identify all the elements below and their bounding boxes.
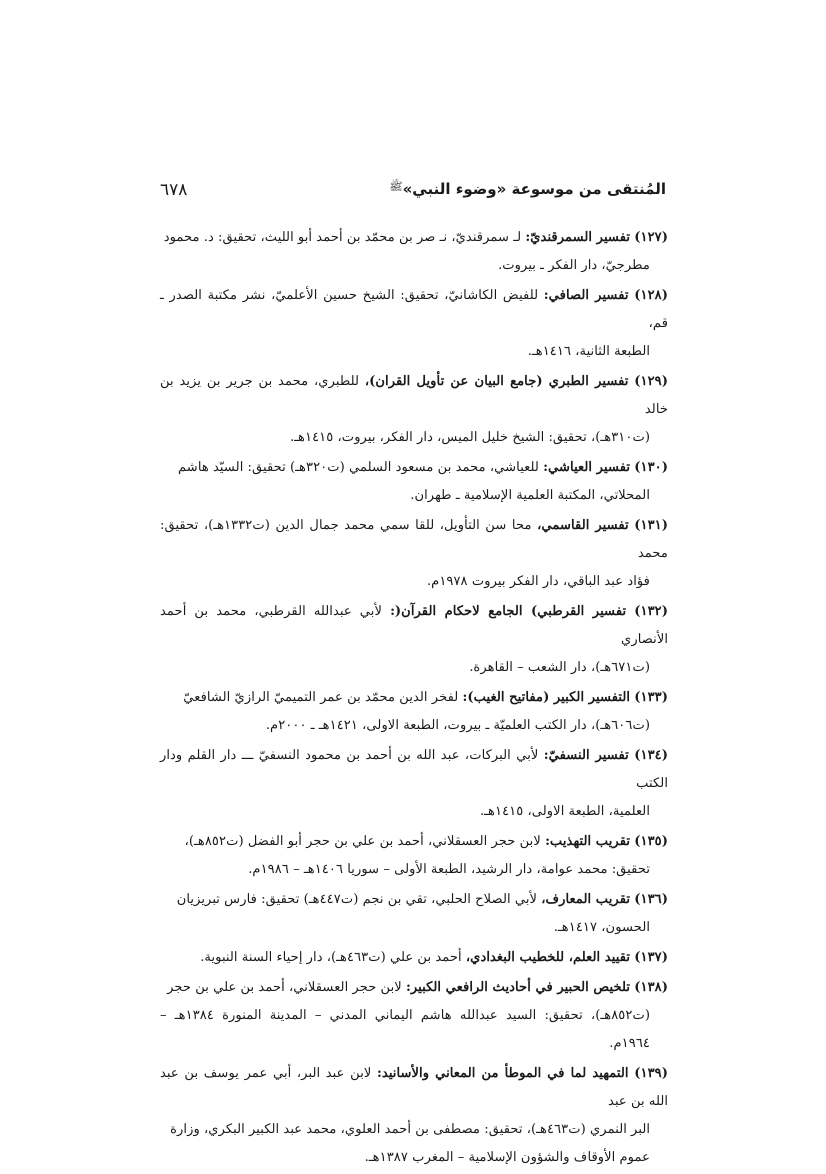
- bibliography-entry: [160, 224, 668, 280]
- entry-title: تقريب المعارف،: [541, 892, 631, 907]
- running-title-text: المُنتقى من موسوعة «وضوء النبي»: [402, 180, 666, 198]
- bibliography-entry: [160, 1060, 668, 1172]
- bibliography-entry: [160, 886, 668, 942]
- bibliography-entry: [160, 282, 668, 366]
- entry-title: تفسير النسفيّ:: [543, 748, 629, 763]
- entry-text: لابن حجر العسقلاني، أحمد بن علي بن حجر: [167, 980, 402, 995]
- bibliography-entry: [160, 684, 668, 740]
- entry-text: لـ سمرقنديّ، نـ صر بن محمّد بن أحمد أبو الليث، تحقيق: د. محمود: [163, 230, 522, 245]
- entry-continuation: تحقيق: محمد عوامة، دار الرشيد، الطبعة الأولى – سوريا ١٤٠٦هـ – ١٩٨٦م.: [248, 862, 650, 877]
- entry-number: (١٣١): [634, 518, 669, 533]
- bibliography-list: [160, 224, 668, 1174]
- entry-text: لابن حجر العسقلاني، أحمد بن علي بن حجر أبو الفضل (ت٨٥٢هـ)،: [184, 834, 541, 849]
- entry-number: (١٣٢): [634, 604, 668, 619]
- bibliography-entry: [160, 368, 668, 452]
- entry-title: تفسير القرطبي) الجامع لاحكام القرآن(:: [390, 604, 627, 619]
- entry-title: تفسير العياشي:: [543, 460, 631, 475]
- bibliography-entry: [160, 944, 668, 972]
- entry-title: تفسير القاسمي،: [537, 518, 629, 533]
- entry-continuation: (ت٨٥٢هـ)، تحقيق: السيد عبدالله هاشم اليماني المدني – المدينة المنورة ١٣٨٤هـ – ١٩٦٤م.: [160, 1008, 650, 1051]
- bibliography-entry: [160, 512, 668, 596]
- entry-continuation: المحلاتي، المكتبة العلمية الإسلامية ـ طهران.: [410, 488, 650, 503]
- entry-number: (١٣٨): [634, 980, 668, 995]
- running-title: [389, 180, 666, 198]
- entry-continuation: الطبعة الثانية، ١٤١٦هـ.: [527, 344, 650, 359]
- entry-title: تقييد العلم، للخطيب البغدادي،: [465, 950, 631, 965]
- entry-text: محا سن التأويل، للقا سمي محمد جمال الدين (ت١٣٣٢هـ)، تحقيق: محمد: [160, 518, 668, 561]
- entry-number: (١٣٧): [634, 950, 668, 965]
- entry-number: (١٣٤): [634, 748, 668, 763]
- bibliography-entry: [160, 742, 668, 826]
- entry-title: التمهيد لما في الموطأ من المعاني والأسانيد:: [377, 1066, 629, 1081]
- entry-text: لأبي عبدالله القرطبي، محمد بن أحمد الأنصاري: [160, 604, 668, 647]
- entry-text: أحمد بن علي (ت٤٦٣هـ)، دار إحياء السنة النبوية.: [200, 950, 462, 965]
- entry-number: (١٣٣): [634, 690, 668, 705]
- entry-text: للعياشي، محمد بن مسعود السلمي (ت٣٢٠هـ) تحقيق: السيّد هاشم: [178, 460, 539, 475]
- entry-text: للطبري، محمد بن جرير بن يزيد بن خالد: [160, 374, 668, 417]
- entry-continuation: الحسون، ١٤١٧هـ.: [553, 920, 650, 935]
- entry-continuation: العلمية، الطبعة الاولى، ١٤١٥هـ.: [479, 804, 650, 819]
- entry-text: للفيض الكاشانيّ، تحقيق: الشيخ حسين الأعلميّ، نشر مكتبة الصدر ـ قم،: [160, 288, 668, 331]
- entry-number: (١٣٠): [634, 460, 668, 475]
- page-header: [160, 180, 666, 204]
- entry-title: تفسير السمرقنديّ:: [525, 230, 631, 245]
- entry-number: (١٣٩): [634, 1066, 668, 1081]
- entry-number: (١٢٧): [634, 230, 668, 245]
- entry-title: تفسير الطبري (جامع البيان عن تأويل القران)،: [364, 374, 629, 389]
- entry-continuation: البر النمري (ت٤٦٣هـ)، تحقيق: مصطفى بن أحمد العلوي، محمد عبد الكبير البكري، وزارة: [170, 1122, 650, 1137]
- entry-text: لأبي البركات، عبد الله بن أحمد بن محمود النسفيّ ـــ دار القلم ودار الكتب: [160, 748, 668, 791]
- entry-continuation: (ت٣١٠هـ)، تحقيق: الشيخ خليل الميس، دار الفكر، بيروت، ١٤١٥هـ.: [289, 430, 650, 445]
- bibliography-entry: [160, 598, 668, 682]
- entry-number: (١٣٥): [634, 834, 668, 849]
- bibliography-entry: [160, 974, 668, 1058]
- entry-continuation: عموم الأوقاف والشؤون الإسلامية – المغرب ١٣٨٧هـ.: [364, 1150, 650, 1165]
- entry-title: تلخيص الحبير في أحاديث الرافعي الكبير:: [406, 980, 631, 995]
- entry-number: (١٣٦): [634, 892, 668, 907]
- bibliography-entry: [160, 454, 668, 510]
- entry-title: تفسير الصافي:: [543, 288, 629, 303]
- entry-continuation: (ت٦٠٦هـ)، دار الكتب العلميّة ـ بيروت، الطبعة الاولى، ١٤٢١هـ ـ ٢٠٠٠م.: [265, 718, 650, 733]
- entry-text: لابن عبد البر، أبي عمر يوسف بن عبد الله بن عبد: [160, 1066, 668, 1109]
- entry-text: لفخر الدين محمّد بن عمر التميميّ الرازيّ الشافعيّ: [183, 690, 459, 705]
- entry-continuation: (ت٦٧١هـ)، دار الشعب – القاهرة.: [469, 660, 650, 675]
- entry-title: تقريب التهذيب:: [545, 834, 631, 849]
- entry-continuation: فؤاد عبد الباقي، دار الفكر بيروت ١٩٧٨م.: [426, 574, 650, 589]
- bibliography-entry: [160, 828, 668, 884]
- entry-title: التفسير الكبير (مفاتيح الغيب):: [462, 690, 631, 705]
- honorific-symbol: ﷺ: [389, 180, 403, 193]
- entry-number: (١٢٨): [634, 288, 668, 303]
- page-number: ٦٧٨: [160, 180, 188, 200]
- entry-text: لأبي الصلاح الحلبي، تقي بن نجم (ت٤٤٧هـ) تحقيق: فارس تبريزيان: [176, 892, 538, 907]
- entry-continuation: مطرجيّ، دار الفكر ـ بيروت.: [498, 258, 650, 273]
- entry-number: (١٢٩): [634, 374, 668, 389]
